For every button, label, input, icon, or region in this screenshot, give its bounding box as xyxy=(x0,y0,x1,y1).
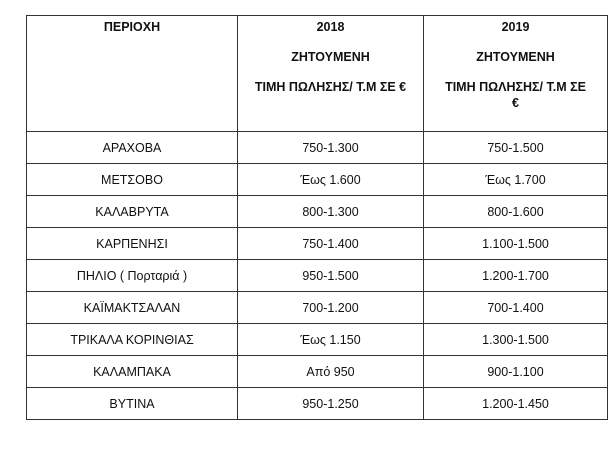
cell-2019: 900-1.100 xyxy=(424,356,608,388)
table-body xyxy=(27,132,608,420)
header-2018-line1: ΖΗΤΟΥΜΕΝΗ xyxy=(291,50,370,64)
cell-2018: Από 950 xyxy=(238,356,424,388)
cell-2018: Έως 1.600 xyxy=(238,164,424,196)
cell-2019: Έως 1.700 xyxy=(424,164,608,196)
header-2018-year: 2018 xyxy=(316,20,345,34)
table-row xyxy=(27,260,608,292)
header-2019-line3: € xyxy=(512,96,519,110)
table-row xyxy=(27,196,608,228)
cell-region: ΚΑΛΑΜΠΑΚΑ xyxy=(27,356,238,388)
cell-2018: 950-1.500 xyxy=(238,260,424,292)
cell-2019: 700-1.400 xyxy=(424,292,608,324)
price-table xyxy=(26,15,608,420)
header-2018-line2: ΤΙΜΗ ΠΩΛΗΣΗΣ/ Τ.Μ ΣΕ € xyxy=(254,80,407,94)
header-2019 xyxy=(424,16,608,132)
cell-region: ΒΥΤΙΝΑ xyxy=(27,388,238,420)
cell-2018: 700-1.200 xyxy=(238,292,424,324)
table-row xyxy=(27,228,608,260)
table-header xyxy=(27,16,608,132)
cell-2019: 1.200-1.450 xyxy=(424,388,608,420)
table-row xyxy=(27,356,608,388)
table-row xyxy=(27,324,608,356)
cell-2018: Έως 1.150 xyxy=(238,324,424,356)
cell-2019: 1.200-1.700 xyxy=(424,260,608,292)
cell-region: ΠΗΛΙΟ ( Πορταριά ) xyxy=(27,260,238,292)
table-row xyxy=(27,164,608,196)
table-row xyxy=(27,132,608,164)
cell-region: ΚΑΡΠΕΝΗΣΙ xyxy=(27,228,238,260)
cell-2019: 1.300-1.500 xyxy=(424,324,608,356)
cell-2019: 1.100-1.500 xyxy=(424,228,608,260)
cell-2018: 750-1.400 xyxy=(238,228,424,260)
table-row xyxy=(27,292,608,324)
header-2018 xyxy=(238,16,424,132)
header-2019-line2: ΤΙΜΗ ΠΩΛΗΣΗΣ/ Τ.Μ ΣΕ xyxy=(445,80,586,94)
cell-region: ΚΑΛΑΒΡΥΤΑ xyxy=(27,196,238,228)
cell-2019: 750-1.500 xyxy=(424,132,608,164)
cell-region: ΜΕΤΣΟΒΟ xyxy=(27,164,238,196)
cell-2018: 800-1.300 xyxy=(238,196,424,228)
cell-region: ΚΑΪΜΑΚΤΣΑΛΑΝ xyxy=(27,292,238,324)
header-row xyxy=(27,16,608,132)
header-2019-line1: ΖΗΤΟΥΜΕΝΗ xyxy=(476,50,555,64)
table-row xyxy=(27,388,608,420)
cell-2019: 800-1.600 xyxy=(424,196,608,228)
cell-2018: 950-1.250 xyxy=(238,388,424,420)
cell-2018: 750-1.300 xyxy=(238,132,424,164)
cell-region: ΑΡΑΧΟΒΑ xyxy=(27,132,238,164)
header-region xyxy=(27,16,238,132)
header-2019-year: 2019 xyxy=(501,20,530,34)
header-region-label: ΠΕΡΙΟΧΗ xyxy=(103,20,161,34)
cell-region: ΤΡΙΚΑΛΑ ΚΟΡΙΝΘΙΑΣ xyxy=(27,324,238,356)
